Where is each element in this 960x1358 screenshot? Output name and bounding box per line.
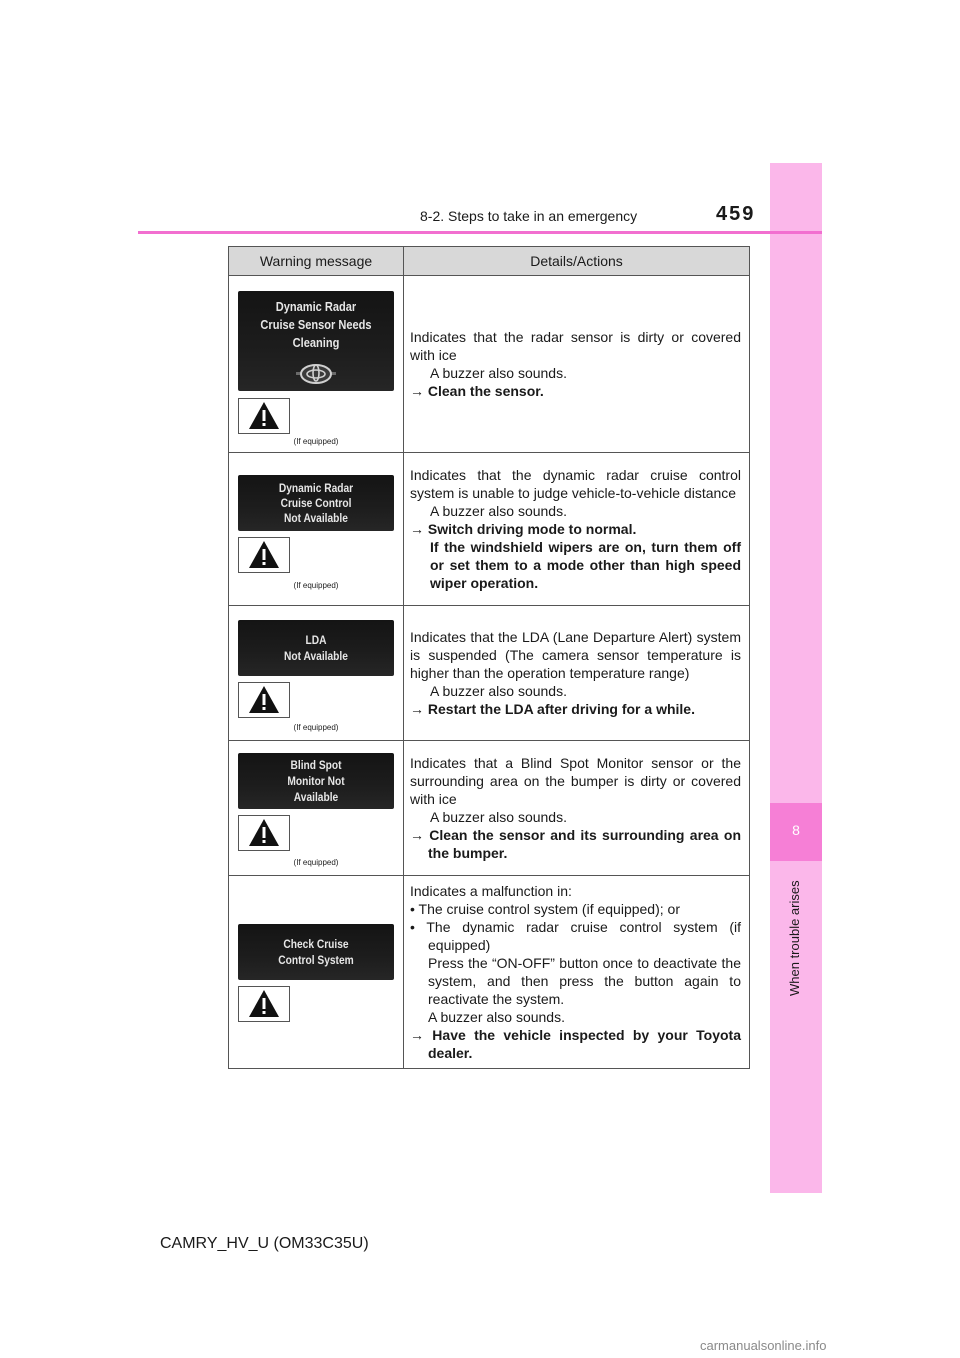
watermark-text: carmanualsonline.info xyxy=(700,1338,827,1353)
action-text: → Clean the sensor and its surrounding area on the bumper. xyxy=(410,827,741,861)
if-equipped-note: (If equipped) xyxy=(293,581,339,590)
screen-line: Cleaning xyxy=(292,335,340,350)
action-detail-text: If the windshield wipers are on, turn them off or set them to a mode other than high speed wiper operation. xyxy=(430,539,741,591)
details-cell xyxy=(404,453,750,606)
screen-line: Monitor Not xyxy=(287,774,345,788)
table-header-row xyxy=(229,247,750,276)
screen-line: Dynamic Radar xyxy=(278,481,354,495)
toyota-emblem-icon xyxy=(296,363,336,385)
details-cell xyxy=(404,876,750,1069)
page-number: 459 xyxy=(716,203,756,225)
chapter-side-tab xyxy=(770,163,822,1193)
screen-line: Not Available xyxy=(284,511,348,525)
action-text: → Have the vehicle inspected by your Toyota dealer. xyxy=(410,1027,741,1061)
screen-line: Cruise Control xyxy=(280,496,352,510)
instruction-text: Press the “ON-OFF” button once to deactivate the system, and then press the button again to reactivate the system. xyxy=(428,955,741,1007)
display-screen xyxy=(238,475,394,531)
screen-line: Control System xyxy=(278,953,354,967)
details-cell xyxy=(404,606,750,741)
warning-message-cell xyxy=(229,606,404,741)
warning-message-cell xyxy=(229,741,404,876)
display-screen xyxy=(238,620,394,676)
buzzer-note: A buzzer also sounds. xyxy=(430,809,567,825)
warning-triangle-icon xyxy=(238,537,290,573)
warning-message-cell xyxy=(229,453,404,606)
screen-line: Blind Spot xyxy=(290,758,342,772)
screen-line: Cruise Sensor Needs xyxy=(260,317,372,332)
screen-line: Not Available xyxy=(284,649,348,663)
action-text: → Switch driving mode to normal. xyxy=(410,521,637,537)
buzzer-note: A buzzer also sounds. xyxy=(430,503,567,519)
description-text: Indicates that the radar sensor is dirty or covered with ice xyxy=(410,329,741,363)
warning-triangle-icon xyxy=(238,815,290,851)
bullet-item: • The cruise control system (if equipped); or xyxy=(410,901,680,917)
display-screen xyxy=(238,924,394,980)
warning-message-cell xyxy=(229,276,404,453)
chapter-title: When trouble arises xyxy=(787,880,802,996)
section-title: 8-2. Steps to take in an emergency xyxy=(420,208,638,224)
screen-line: Available xyxy=(293,790,339,804)
warning-triangle-icon xyxy=(238,986,290,1022)
action-text: → Clean the sensor. xyxy=(410,383,544,399)
document-code: CAMRY_HV_U (OM33C35U) xyxy=(160,1235,369,1252)
screen-line: Check Cruise xyxy=(283,937,349,951)
table-row xyxy=(229,741,750,876)
action-text: → Restart the LDA after driving for a while. xyxy=(410,701,695,717)
bullet-item: • The dynamic radar cruise control system (if equipped) xyxy=(410,919,741,953)
details-cell xyxy=(404,276,750,453)
display-screen xyxy=(238,291,394,391)
table-row xyxy=(229,876,750,1069)
warning-triangle-icon xyxy=(238,398,290,434)
buzzer-note: A buzzer also sounds. xyxy=(428,1009,565,1025)
display-screen xyxy=(238,753,394,809)
screen-line: LDA xyxy=(305,633,327,647)
buzzer-note: A buzzer also sounds. xyxy=(430,683,567,699)
description-text: Indicates that the dynamic radar cruise control system is unable to judge vehicle-to-vehicle distance xyxy=(410,467,741,501)
table-row xyxy=(229,453,750,606)
warning-message-cell xyxy=(229,876,404,1069)
screen-line: Dynamic Radar xyxy=(275,299,357,314)
if-equipped-note: (If equipped) xyxy=(293,437,339,446)
details-cell xyxy=(404,741,750,876)
if-equipped-note: (If equipped) xyxy=(293,858,339,867)
warning-triangle-icon xyxy=(238,682,290,718)
header-rule xyxy=(138,231,822,234)
column-header-warning-message: Warning message xyxy=(229,247,404,276)
warning-message-table xyxy=(228,246,750,1069)
column-header-details-actions: Details/Actions xyxy=(404,247,750,276)
description-text: Indicates that the LDA (Lane Departure Alert) system is suspended (The camera sensor temperature is higher than the operation temperature range) xyxy=(410,629,741,681)
description-text: Indicates that a Blind Spot Monitor sensor or the surrounding area on the bumper is dirty or covered with ice xyxy=(410,755,741,807)
if-equipped-note: (If equipped) xyxy=(293,723,339,732)
buzzer-note: A buzzer also sounds. xyxy=(430,365,567,381)
table-row xyxy=(229,276,750,453)
chapter-number: 8 xyxy=(792,822,800,838)
description-text: Indicates a malfunction in: xyxy=(410,883,572,899)
table-row xyxy=(229,606,750,741)
